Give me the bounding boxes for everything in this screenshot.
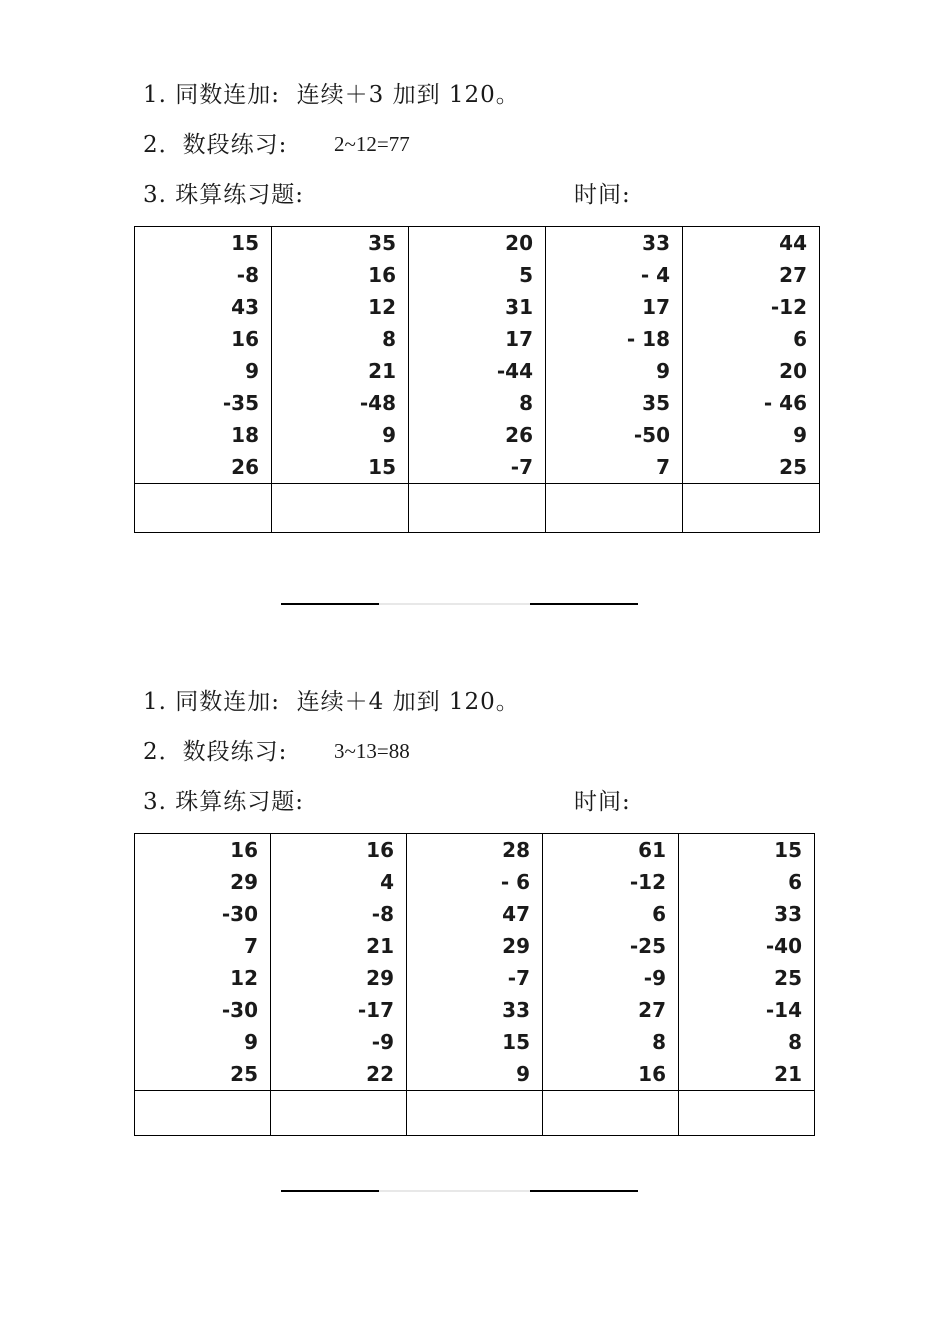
number-cell: -50 (633, 423, 670, 447)
section-1-column-4 (546, 227, 683, 484)
number-cell: 6 (652, 902, 666, 926)
number-cell: 16 (230, 838, 258, 862)
number-cell: 9 (244, 1030, 258, 1054)
section-1-answer-cell-2[interactable] (272, 484, 409, 533)
section-2-line-2-label: 2．数段练习: (143, 739, 288, 765)
number-cell: 5 (519, 263, 533, 287)
number-cell: 8 (382, 327, 396, 351)
number-cell: -8 (236, 263, 259, 287)
number-cell: 17 (642, 295, 670, 319)
number-cell: - 6 (500, 870, 530, 894)
number-cell: 9 (245, 359, 259, 383)
number-cell: 15 (774, 838, 802, 862)
number-cell: 8 (519, 391, 533, 415)
number-cell: 21 (368, 359, 396, 383)
number-cell: 12 (230, 966, 258, 990)
number-cell: 26 (505, 423, 533, 447)
number-cell: 31 (505, 295, 533, 319)
section-1-time-label: 时间: (574, 182, 631, 208)
number-cell: -30 (221, 998, 258, 1022)
section-2-answer-cell-3[interactable] (407, 1091, 543, 1136)
section-2-column-3 (407, 834, 543, 1091)
number-cell: -12 (629, 870, 666, 894)
number-cell: - 46 (763, 391, 807, 415)
number-cell: 29 (502, 934, 530, 958)
number-cell: 27 (779, 263, 807, 287)
number-cell: -8 (371, 902, 394, 926)
number-cell: 22 (366, 1062, 394, 1086)
section-2-column-2 (271, 834, 407, 1091)
number-cell: - 18 (626, 327, 670, 351)
number-cell: 35 (368, 231, 396, 255)
section-1-line-3-label: 3. 珠算练习题: (143, 182, 305, 208)
section-2-divider-middle (379, 1190, 530, 1192)
section-1-answer-cell-4[interactable] (546, 484, 683, 533)
number-cell: 33 (502, 998, 530, 1022)
number-cell: 12 (368, 295, 396, 319)
number-cell: 47 (502, 902, 530, 926)
section-2-time-label: 时间: (574, 789, 631, 815)
section-2-divider-left (281, 1190, 379, 1192)
number-cell: 16 (368, 263, 396, 287)
number-cell: 8 (652, 1030, 666, 1054)
section-1-divider-middle (379, 603, 530, 605)
number-cell: 6 (788, 870, 802, 894)
number-cell: 17 (505, 327, 533, 351)
number-cell: 29 (230, 870, 258, 894)
number-cell: -44 (496, 359, 533, 383)
number-cell: 9 (382, 423, 396, 447)
number-cell: 29 (366, 966, 394, 990)
number-cell: 35 (642, 391, 670, 415)
number-cell: 28 (502, 838, 530, 862)
number-cell: -7 (507, 966, 530, 990)
section-1-line-2-label: 2．数段练习: (143, 132, 288, 158)
number-cell: 43 (231, 295, 259, 319)
number-cell: -48 (359, 391, 396, 415)
section-1-line-1: 1. 同数连加: 连续＋3 加到 120。 (143, 82, 520, 108)
section-1-divider-left (281, 603, 379, 605)
section-1-column-5 (683, 227, 820, 484)
number-cell: -9 (371, 1030, 394, 1054)
number-cell: -7 (510, 455, 533, 479)
number-cell: - 4 (640, 263, 670, 287)
number-cell: 18 (231, 423, 259, 447)
number-cell: -25 (629, 934, 666, 958)
section-2-column-1 (135, 834, 271, 1091)
section-1-column-1 (135, 227, 272, 484)
section-2-line-3-label: 3. 珠算练习题: (143, 789, 305, 815)
number-cell: 20 (505, 231, 533, 255)
section-2-practice-table (134, 833, 815, 1136)
number-cell: 25 (779, 455, 807, 479)
number-cell: -35 (222, 391, 259, 415)
number-cell: 16 (366, 838, 394, 862)
number-cell: 61 (638, 838, 666, 862)
number-cell: 8 (788, 1030, 802, 1054)
number-cell: 27 (638, 998, 666, 1022)
number-cell: 21 (366, 934, 394, 958)
number-cell: 15 (368, 455, 396, 479)
number-cell: 6 (793, 327, 807, 351)
section-1-column-2 (272, 227, 409, 484)
number-cell: 9 (656, 359, 670, 383)
number-cell: -14 (765, 998, 802, 1022)
number-cell: 21 (774, 1062, 802, 1086)
section-2-column-5 (679, 834, 815, 1091)
section-1-answer-cell-3[interactable] (409, 484, 546, 533)
number-cell: 33 (774, 902, 802, 926)
number-cell: 7 (244, 934, 258, 958)
section-1-column-3 (409, 227, 546, 484)
number-cell: -17 (357, 998, 394, 1022)
section-2-answer-cell-5[interactable] (679, 1091, 815, 1136)
number-cell: -9 (643, 966, 666, 990)
section-2-answer-cell-2[interactable] (271, 1091, 407, 1136)
section-2-divider-right (530, 1190, 638, 1192)
number-cell: 15 (231, 231, 259, 255)
number-cell: 9 (793, 423, 807, 447)
section-1-answer-cell-5[interactable] (683, 484, 820, 533)
section-1-practice-table (134, 226, 820, 533)
section-2-answer-cell-1[interactable] (135, 1091, 271, 1136)
section-1-answer-cell-1[interactable] (135, 484, 272, 533)
section-1-divider-right (530, 603, 638, 605)
number-cell: 16 (231, 327, 259, 351)
number-cell: -12 (770, 295, 807, 319)
number-cell: -40 (765, 934, 802, 958)
number-cell: 20 (779, 359, 807, 383)
number-cell: 33 (642, 231, 670, 255)
section-2-column-4 (543, 834, 679, 1091)
section-2-answer-cell-4[interactable] (543, 1091, 679, 1136)
number-cell: -30 (221, 902, 258, 926)
number-cell: 44 (779, 231, 807, 255)
section-2-line-2-formula: 3~13=88 (334, 739, 410, 763)
number-cell: 26 (231, 455, 259, 479)
number-cell: 25 (230, 1062, 258, 1086)
number-cell: 16 (638, 1062, 666, 1086)
number-cell: 4 (380, 870, 394, 894)
number-cell: 7 (656, 455, 670, 479)
section-2-line-1: 1. 同数连加: 连续＋4 加到 120。 (143, 689, 520, 715)
number-cell: 9 (516, 1062, 530, 1086)
number-cell: 25 (774, 966, 802, 990)
section-1-line-2-formula: 2~12=77 (334, 132, 410, 156)
number-cell: 15 (502, 1030, 530, 1054)
